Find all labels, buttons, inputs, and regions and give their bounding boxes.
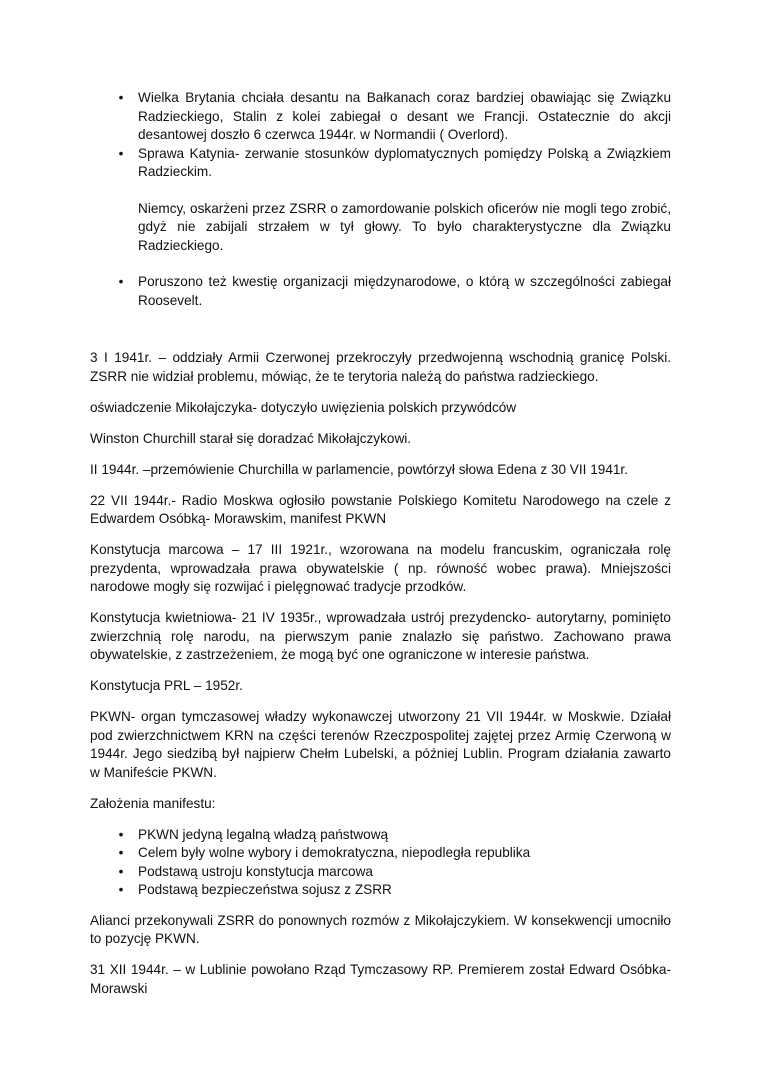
bullet-icon: • — [118, 826, 124, 842]
manifest-list — [90, 826, 671, 900]
paragraph: II 1944r. –przemówienie Churchilla w parlamencie, powtórzył słowa Edena z 30 VII 1941r. — [90, 461, 628, 477]
list-item — [90, 89, 671, 145]
paragraph: Konstytucja kwietniowa- 21 IV 1935r., wprowadzała ustrój prezydencko- autorytarny, pominięto zwierzchnią rolę narodu, na pierwszym panie znalazło się państwo. Zachowano prawa obywatelskie, z zastrzeżeniem, że mogą być one ograniczone w interesie państwa. — [90, 610, 671, 662]
list-item — [90, 273, 671, 310]
top-bullet-list-continued — [90, 273, 671, 310]
list-item — [90, 826, 671, 845]
bullet-icon: • — [118, 882, 124, 897]
bullet-icon: • — [118, 145, 124, 161]
document-body — [90, 89, 671, 1011]
top-bullet-list — [90, 89, 671, 182]
paragraph: 22 VII 1944r.- Radio Moskwa ogłosiło powstanie Polskiego Komitetu Narodowego na czele z Edwardem Osóbką- Morawskim, manifest PKWN — [90, 492, 671, 526]
paragraph: oświadczenie Mikołajczyka- dotyczyło uwięzienia polskich przywódców — [90, 399, 517, 415]
list-item-text: Sprawa Katynia- zerwanie stosunków dyplomatycznych pomiędzy Polską a Związkiem Radzieckim. — [138, 145, 671, 179]
list-item — [90, 844, 671, 863]
bullet-icon: • — [118, 90, 124, 105]
paragraph: 3 I 1941r. – oddziały Armii Czerwonej przekroczyły przedwojenną wschodnią granicę Polski. ZSRR nie widział problemu, mówiąc, że te terytoria należą do państwa radzieckiego. — [90, 350, 671, 384]
bullet-icon: • — [118, 274, 124, 289]
list-item-text: Wielka Brytania chciała desantu na Bałkanach coraz bardziej obawiając się Związku Radzieckiego, Stalin z kolei zabiegał o desant we Francji. Ostatecznie do akcji desantowej doszło 6 czerwca 1944r. w Normandii ( Overlord). — [138, 90, 671, 142]
list-item-text: Celem były wolne wybory i demokratyczna, niepodległa republika — [138, 845, 531, 860]
paragraph: PKWN- organ tymczasowej władzy wykonawczej utworzony 21 VII 1944r. w Moskwie. Działał pod zwierzchnictwem KRN na części terenów Rzeczpospolitej zajętej przez Armię Czerwoną w 1944r. Jego siedzibą był najpierw Chełm Lubelski, a później Lublin. Program działania zawarto w Manifeście PKWN. — [90, 709, 671, 780]
bullet-icon: • — [118, 845, 124, 860]
list-item-text: PKWN jedyną legalną władzą państwową — [138, 826, 389, 842]
section-spacer — [90, 310, 671, 349]
paragraph: Alianci przekonywali ZSRR do ponownych rozmów z Mikołajczykiem. W konsekwencji umocniło to pozycję PKWN. — [90, 912, 671, 946]
bullet-icon: • — [118, 863, 124, 879]
list-item-text: Podstawą ustroju konstytucja marcowa — [138, 863, 373, 879]
list-item — [90, 881, 671, 900]
paragraph: Konstytucja marcowa – 17 III 1921r., wzorowana na modelu francuskim, ograniczała rolę prezydenta, wprowadzała prawa obywatelskie ( np. równość wobec prawa). Mniejszości narodowe mogły się rozwijać i pielęgnować tradycje przodków. — [90, 542, 671, 594]
paragraph: Winston Churchill starał się doradzać Mikołajczykowi. — [90, 430, 412, 446]
katyn-note: Niemcy, oskarżeni przez ZSRR o zamordowanie polskich oficerów nie mogli tego zrobić, gdyż nie zabijali strzałem w tył głowy. To było charakterystyczne dla Związku Radzieckiego. — [138, 200, 671, 253]
list-item-text: Podstawą bezpieczeństwa sojusz z ZSRR — [138, 882, 392, 897]
paragraph: Konstytucja PRL – 1952r. — [90, 678, 243, 693]
manifest-heading: Założenia manifestu: — [90, 795, 216, 811]
list-item — [90, 145, 671, 182]
list-item — [90, 863, 671, 882]
list-item-text: Poruszono też kwestię organizacji międzynarodowe, o którą w szczególności zabiegał Roosevelt. — [138, 274, 671, 308]
paragraph: 31 XII 1944r. – w Lublinie powołano Rząd Tymczasowy RP. Premierem został Edward Osóbka-Morawski — [90, 962, 671, 996]
